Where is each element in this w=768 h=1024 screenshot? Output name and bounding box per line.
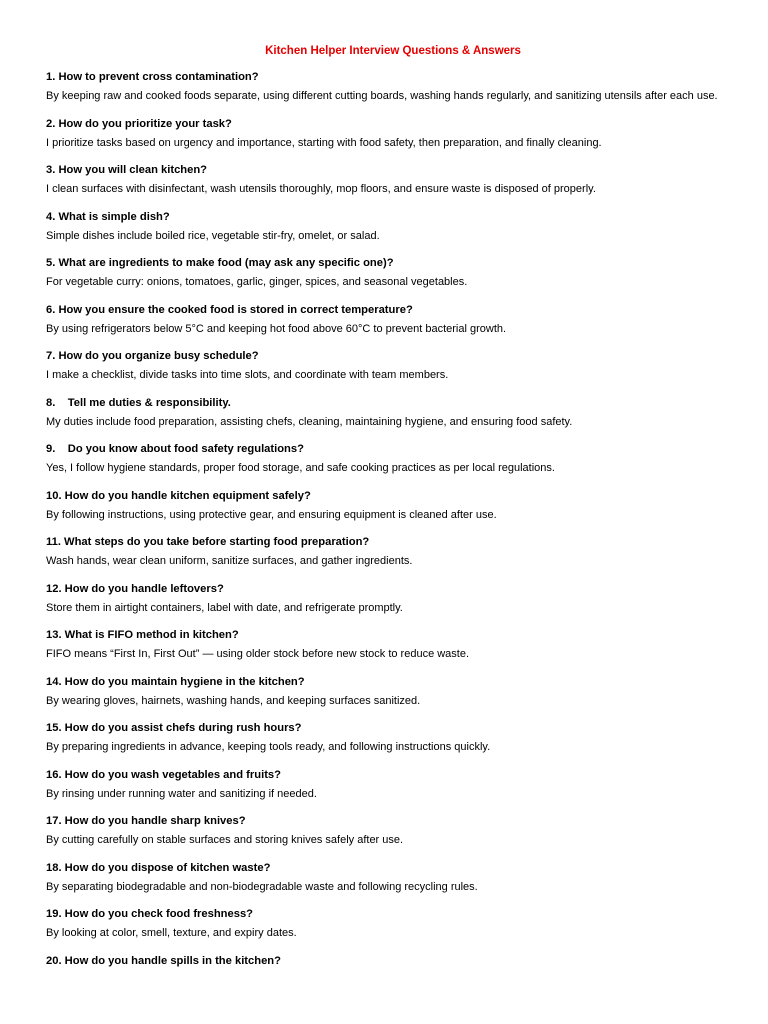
answer-text: I make a checklist, divide tasks into time slots, and coordinate with team members. (46, 369, 449, 381)
qa-item (46, 582, 728, 617)
question-text: 12. How do you handle leftovers? (46, 582, 224, 595)
qa-item (46, 721, 728, 756)
qa-item (46, 117, 728, 152)
answer-text: Store them in airtight containers, label with date, and refrigerate promptly. (46, 601, 403, 614)
qa-item (46, 628, 728, 663)
question-text: 11. What steps do you take before starting food preparation? (46, 536, 370, 548)
question-text: 18. How do you dispose of kitchen waste? (46, 861, 271, 874)
question-text: 20. How do you handle spills in the kitchen? (46, 954, 281, 967)
answer-text: I prioritize tasks based on urgency and importance, starting with food safety, then preparation, and finally cleaning. (46, 136, 602, 149)
question-text: 8. Tell me duties & responsibility. (46, 396, 231, 409)
qa-item (46, 907, 728, 942)
qa-item (46, 349, 728, 384)
qa-item (46, 70, 728, 105)
qa-item (46, 768, 728, 803)
answer-text: Yes, I follow hygiene standards, proper food storage, and safe cooking practices as per local regulations. (46, 462, 555, 474)
qa-item (46, 256, 728, 291)
answer-text: My duties include food preparation, assisting chefs, cleaning, maintaining hygiene, and ensuring food safety. (46, 415, 573, 428)
qa-item (46, 163, 728, 198)
question-text: 7. How do you organize busy schedule? (46, 350, 259, 362)
qa-item (46, 954, 728, 968)
answer-text: By looking at color, smell, texture, and expiry dates. (46, 927, 297, 939)
answer-text: By wearing gloves, hairnets, washing hands, and keeping surfaces sanitized. (46, 694, 421, 707)
qa-item (46, 442, 728, 477)
qa-item (46, 489, 728, 524)
qa-item (46, 861, 728, 896)
question-text: 15. How do you assist chefs during rush hours? (46, 722, 302, 734)
question-text: 10. How do you handle kitchen equipment safely? (46, 489, 311, 502)
answer-text: By rinsing under running water and sanitizing if needed. (46, 787, 317, 800)
document-title: Kitchen Helper Interview Questions & Answers (265, 45, 521, 57)
answer-text: FIFO means “First In, First Out” — using older stock before new stock to reduce waste. (46, 648, 470, 660)
question-text: 9. Do you know about food safety regulations? (46, 443, 304, 455)
question-text: 5. What are ingredients to make food (may ask any specific one)? (46, 257, 394, 269)
answer-text: By cutting carefully on stable surfaces and storing knives safely after use. (46, 834, 404, 846)
answer-text: I clean surfaces with disinfectant, wash utensils thoroughly, mop floors, and ensure waste is disposed of properly. (46, 183, 596, 195)
answer-text: By using refrigerators below 5°C and keeping hot food above 60°C to prevent bacterial growth. (46, 322, 507, 335)
qa-item (46, 535, 728, 570)
question-text: 1. How to prevent cross contamination? (46, 71, 259, 83)
answer-text: By preparing ingredients in advance, keeping tools ready, and following instructions quickly. (46, 741, 491, 753)
answer-text: By keeping raw and cooked foods separate, using different cutting boards, washing hands regularly, and sanitizing utensils after each use. (46, 90, 718, 102)
qa-item (46, 675, 728, 710)
question-text: 16. How do you wash vegetables and fruits? (46, 768, 281, 781)
qa-item (46, 303, 728, 338)
question-text: 17. How do you handle sharp knives? (46, 815, 246, 827)
question-text: 14. How do you maintain hygiene in the kitchen? (46, 675, 305, 688)
question-text: 3. How you will clean kitchen? (46, 164, 208, 176)
question-text: 19. How do you check food freshness? (46, 908, 254, 920)
qa-item (46, 814, 728, 849)
answer-text: By following instructions, using protective gear, and ensuring equipment is cleaned after use. (46, 508, 497, 521)
qa-item (46, 396, 728, 431)
answer-text: Wash hands, wear clean uniform, sanitize surfaces, and gather ingredients. (46, 555, 413, 567)
qa-item (46, 210, 728, 245)
answer-text: For vegetable curry: onions, tomatoes, garlic, ginger, spices, and seasonal vegetables. (46, 276, 468, 288)
question-text: 4. What is simple dish? (46, 210, 170, 223)
question-text: 2. How do you prioritize your task? (46, 117, 232, 130)
answer-text: By separating biodegradable and non-biodegradable waste and following recycling rules. (46, 880, 478, 893)
question-text: 6. How you ensure the cooked food is stored in correct temperature? (46, 303, 413, 316)
question-text: 13. What is FIFO method in kitchen? (46, 629, 239, 641)
answer-text: Simple dishes include boiled rice, vegetable stir-fry, omelet, or salad. (46, 229, 380, 242)
